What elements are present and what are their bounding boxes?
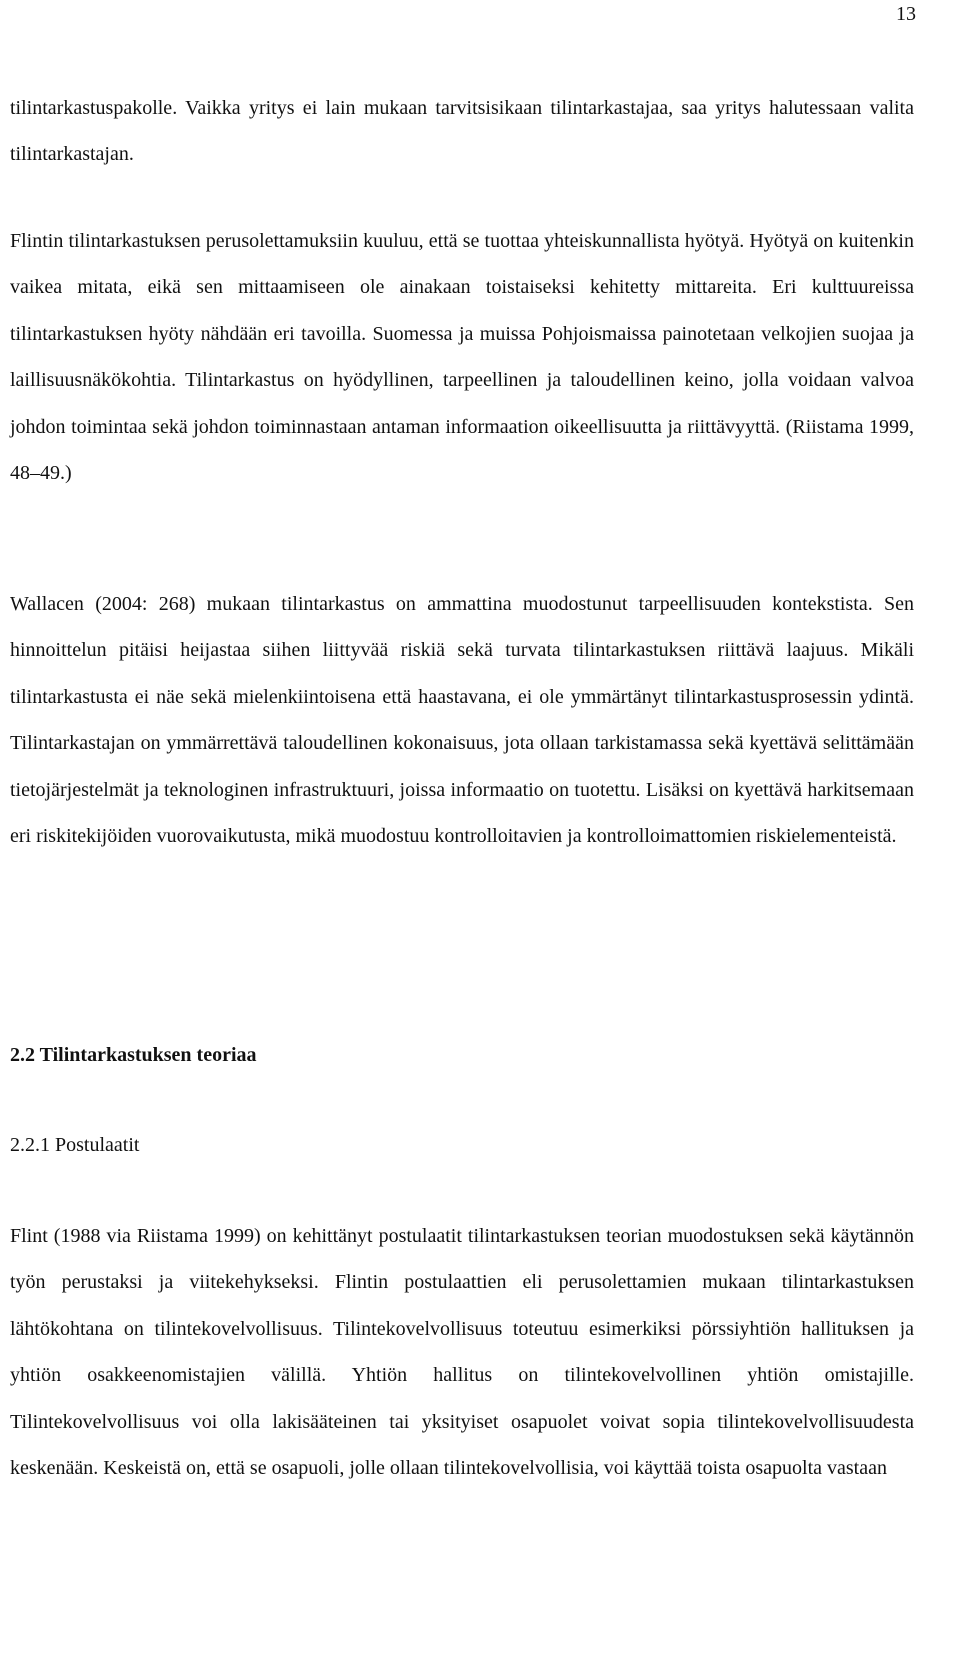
paragraph-1: tilintarkastuspakolle. Vaikka yritys ei lain mukaan tarvitsisikaan tilintarkastajaa, saa yritys halutessaan valita tilintarkastajan. [10, 97, 914, 166]
page-number: 13 [896, 3, 916, 25]
subsection-heading: 2.2.1 Postulaatit [10, 1134, 140, 1156]
paragraph-3: Wallacen (2004: 268) mukaan tilintarkastus on ammattina muodostunut tarpeellisuuden kontekstista. Sen hinnoittelun pitäisi heijastaa siihen liittyvää riskiä sekä turvata tilintarkastuksen riittävä laajuus. Mikäli tilintarkastusta ei näe sekä mielenkiintoisena että haastavana, ei ole ymmärtänyt tilintarkastusprosessin ydintä. Tilintarkastajan on ymmärrettävä taloudellinen kokonaisuus, jota ollaan tarkistamassa sekä kyettävä selittämään tietojärjestelmät ja teknologinen infrastruktuuri, joissa informaatio on tuotettu. Lisäksi on kyettävä harkitsemaan eri riskitekijöiden vuorovaikutusta, mikä muodostuu kontrolloitavien ja kontrolloimattomien riskielementeistä. [10, 593, 914, 848]
section-heading: 2.2 Tilintarkastuksen teoriaa [10, 1044, 257, 1066]
paragraph-4: Flint (1988 via Riistama 1999) on kehittänyt postulaatit tilintarkastuksen teorian muodostuksen sekä käytännön työn perustaksi ja viitekehykseksi. Flintin postulaattien eli perusolettamien mukaan tilintarkastuksen lähtökohtana on tilintekovelvollisuus. Tilintekovelvollisuus toteutuu esimerkiksi pörssiyhtiön hallituksen ja yhtiön osakkeenomistajien välillä. Yhtiön hallitus on tilintekovelvollinen yhtiön omistajille. Tilintekovelvollisuus voi olla lakisääteinen tai yksityiset osapuolet voivat sopia tilintekovelvollisuudesta keskenään. Keskeistä on, että se osapuoli, jolle ollaan tilintekovelvollisia, voi käyttää toista osapuolta vastaan [10, 1225, 914, 1480]
paragraph-2: Flintin tilintarkastuksen perusolettamuksiin kuuluu, että se tuottaa yhteiskunnallista hyötyä. Hyötyä on kuitenkin vaikea mitata, eikä sen mittaamiseen ole ainakaan toistaiseksi kehitetty mittareita. Eri kulttuureissa tilintarkastuksen hyöty nähdään eri tavoilla. Suomessa ja muissa Pohjoismaissa painotetaan velkojien suojaa ja laillisuusnäkökohtia. Tilintarkastus on hyödyllinen, tarpeellinen ja taloudellinen keino, jolla voidaan valvoa johdon toimintaa sekä johdon toiminnastaan antaman informaation oikeellisuutta ja riittävyyttä. (Riistama 1999, 48–49.) [10, 230, 914, 485]
